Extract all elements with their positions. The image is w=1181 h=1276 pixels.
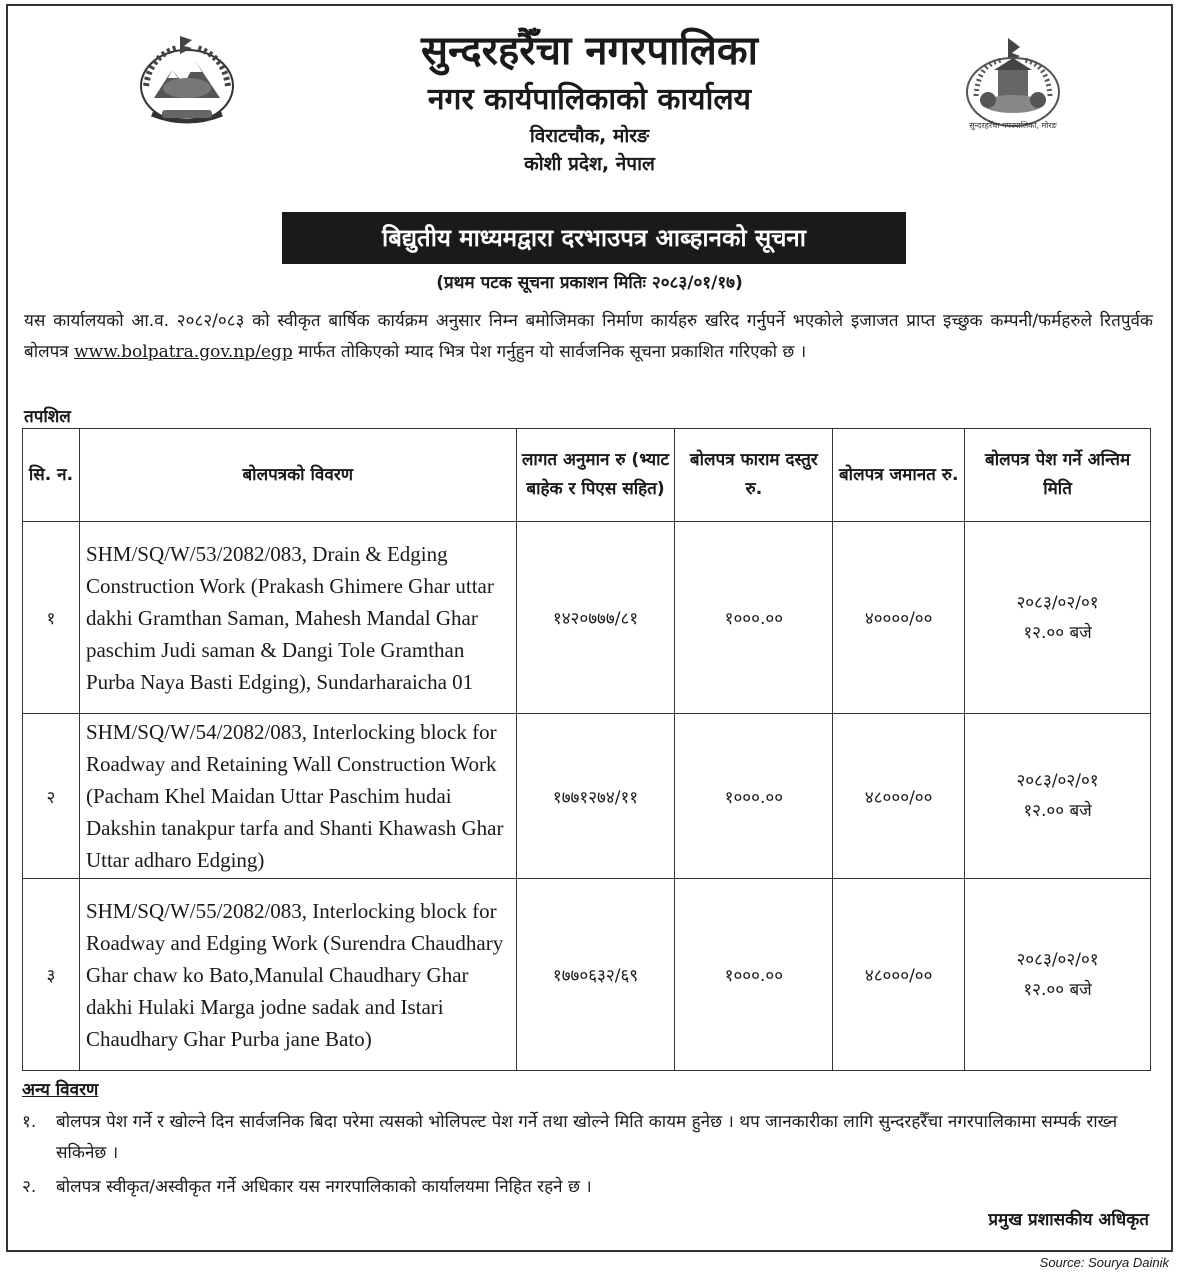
row-description: SHM/SQ/W/55/2082/083, Interlocking block for Roadway and Edging Work (Surendra Chaudhary Ghar chaw ko Bato,Manulal Chaudhary Ghar dakhi Hulaki Marga jodne sadak and Istari Chaudhary Ghar Purba jane Bato) — [79, 879, 516, 1071]
row-sn: ३ — [23, 879, 80, 1071]
row-form-fee: १०००.०० — [675, 522, 833, 714]
row-form-fee: १०००.०० — [675, 879, 833, 1071]
row-security: ४००००/०० — [833, 522, 965, 714]
bolpatra-link[interactable]: www.bolpatra.gov.np/egp — [74, 342, 293, 362]
intro-text-after: मार्फत तोकिएको म्याद भित्र पेश गर्नुहुन यो सार्वजनिक सूचना प्रकाशित गरिएको छ । — [298, 342, 807, 362]
note-text: बोलपत्र स्वीकृत/अस्वीकृत गर्ने अधिकार यस नगरपालिकाको कार्यालयमा निहित रहने छ । — [56, 1177, 592, 1197]
header-description: बोलपत्रको विवरण — [79, 429, 516, 522]
header-estimate: लागत अनुमान रु (भ्याट बाहेक र पिएस सहित) — [516, 429, 675, 522]
row-deadline — [965, 522, 1151, 714]
note-item — [22, 1107, 1161, 1169]
row-sn: १ — [23, 522, 80, 714]
row-sn: २ — [23, 714, 80, 879]
note-number: १. — [22, 1112, 37, 1132]
table-row — [23, 522, 1151, 714]
row-form-fee: १०००.०० — [675, 714, 833, 879]
intro-text-before: यस कार्यालयको आ.व. २०८२/०८३ को स्वीकृत बार्षिक कार्यक्रम अनुसार निम्न बमोजिमका निर्माण कार्यहरु खरिद गर्नुपर्ने भएकोले इजाजत प्राप्त इच्छुक कम्पनी/फर्महरुले रितपुर्वक बोलपत्र — [24, 311, 1153, 362]
table-header-row — [23, 429, 1151, 522]
row-estimate: १७७१२७४/११ — [516, 714, 675, 879]
header-security: बोलपत्र जमानत रु. — [833, 429, 965, 522]
note-item — [22, 1172, 1161, 1203]
row-estimate: १७७०६३२/६९ — [516, 879, 675, 1071]
row-security: ४८०००/०० — [833, 714, 965, 879]
address-line-1: विराटचौक, मोरङ — [529, 125, 650, 147]
row-deadline-date: २०८३/०२/०१ — [1016, 592, 1099, 613]
municipality-logo-text: सुन्दरहरैँचा नगरपालिका, मोरङ — [969, 121, 1057, 130]
header-sn: सि. न. — [23, 429, 80, 522]
schedule-label: तपशिल — [24, 407, 71, 427]
source-credit: Source: Sourya Dainik — [1039, 1255, 1169, 1270]
note-number: २. — [22, 1177, 37, 1197]
row-description: SHM/SQ/W/53/2082/083, Drain & Edging Construction Work (Prakash Ghimere Ghar uttar dakhi Gramthan Saman, Mahesh Mandal Ghar paschim Judi saman & Dangi Tole Gramthan Purba Naya Basti Edging), Sundarharaicha 01 — [79, 522, 516, 714]
row-security: ४८०००/०० — [833, 879, 965, 1071]
row-deadline — [965, 879, 1151, 1071]
row-description: SHM/SQ/W/54/2082/083, Interlocking block for Roadway and Retaining Wall Construction Work (Pacham Khel Maidan Uttar Paschim hudai Dakshin tanakpur tarfa and Shanti Khawash Ghar Uttar adharo Edging) — [79, 714, 516, 879]
intro-paragraph — [24, 306, 1153, 368]
row-deadline-time: १२.०० बजे — [1023, 622, 1092, 643]
signatory: प्रमुख प्रशासकीय अधिकृत — [988, 1210, 1149, 1230]
note-text: बोलपत्र पेश गर्ने र खोल्ने दिन सार्वजनिक बिदा परेमा त्यसको भोलिपल्ट पेश गर्ने तथा खोल्ने मिति कायम हुनेछ । थप जानकारीका लागि सुन्दरहरैँचा नगरपालिकामा सम्पर्क राख्न सकिनेछ । — [56, 1112, 1118, 1163]
header-deadline: बोलपत्र पेश गर्ने अन्तिम मिति — [965, 429, 1151, 522]
table-row — [23, 714, 1151, 879]
header — [8, 24, 1171, 178]
row-deadline — [965, 714, 1151, 879]
address-line-2: कोशी प्रदेश, नेपाल — [524, 153, 655, 175]
row-estimate: १४२०७७७/८१ — [516, 522, 675, 714]
row-deadline-date: २०८३/०२/०१ — [1016, 949, 1099, 970]
tender-table — [22, 428, 1151, 1071]
table-row — [23, 879, 1151, 1071]
row-deadline-date: २०८३/०२/०१ — [1016, 771, 1099, 791]
row-deadline-time: १२.०० बजे — [1023, 979, 1092, 1000]
other-details-label: अन्य विवरण — [22, 1080, 99, 1100]
municipality-title: सुन्दरहरैँचा नगरपालिका — [420, 28, 758, 74]
publication-date: (प्रथम पटक सूचना प्रकाशन मितिः २०८३/०१/१७) — [436, 273, 743, 293]
header-form-fee: बोलपत्र फाराम दस्तुर रु. — [675, 429, 833, 522]
office-title: नगर कार्यपालिकाको कार्यालय — [427, 82, 752, 117]
row-deadline-time: १२.०० बजे — [1023, 801, 1092, 821]
notice-banner: बिद्युतीय माध्यमद्वारा दरभाउपत्र आब्हानको सूचना — [282, 212, 906, 264]
